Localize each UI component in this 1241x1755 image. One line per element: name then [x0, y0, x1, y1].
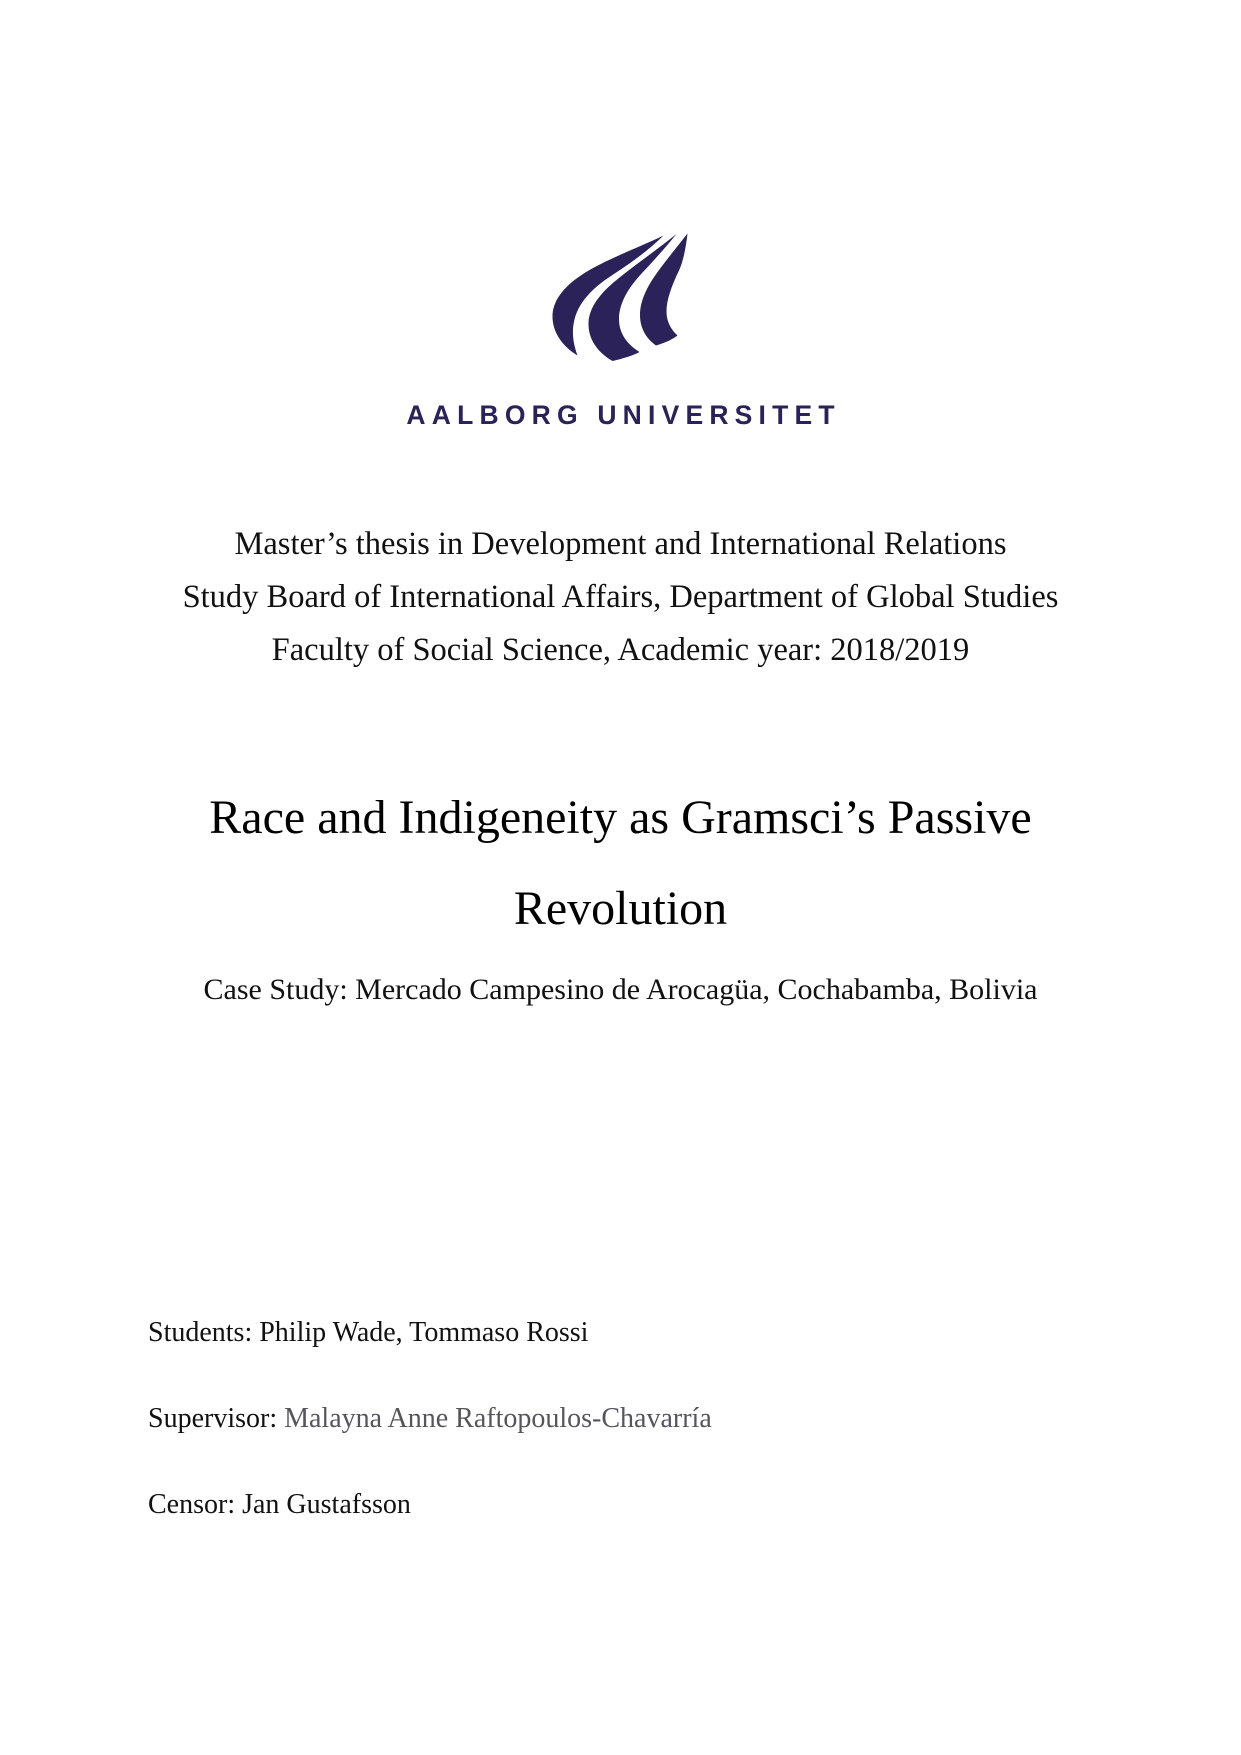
heading-block [0, 518, 1241, 677]
credit-label-supervisor: Supervisor: [148, 1403, 278, 1434]
heading-line-program: Master’s thesis in Development and International Relations [234, 526, 1007, 562]
credits-block [148, 1313, 1048, 1525]
heading-line-department: Study Board of International Affairs, Department of Global Studies [182, 579, 1059, 615]
credit-value-students: Philip Wade, Tommaso Rossi [259, 1317, 589, 1348]
heading-line-faculty-year: Faculty of Social Science, Academic year: 2018/2019 [271, 632, 970, 668]
credit-label-censor: Censor: [148, 1489, 236, 1520]
credit-row-students [148, 1313, 1048, 1353]
credit-value-supervisor: Malayna Anne Raftopoulos-Chavarría [284, 1403, 712, 1434]
credit-row-supervisor [148, 1399, 1048, 1439]
title-line-2: Revolution [513, 882, 728, 935]
page-subtitle [0, 969, 1241, 1011]
title-line-1: Race and Indigeneity as Gramsci’s Passive [209, 791, 1032, 844]
credit-row-censor [148, 1485, 1048, 1525]
subtitle-case-study: Case Study: Mercado Campesino de Arocagüa, Cochabamba, Bolivia [203, 973, 1038, 1006]
aalborg-university-flame-logo [546, 232, 696, 364]
credit-value-censor: Jan Gustafsson [242, 1489, 411, 1520]
university-wordmark: AALBORG UNIVERSITET [406, 400, 841, 430]
page-title [0, 772, 1241, 954]
credit-label-students: Students: [148, 1317, 253, 1348]
university-logo-block [0, 232, 1241, 431]
